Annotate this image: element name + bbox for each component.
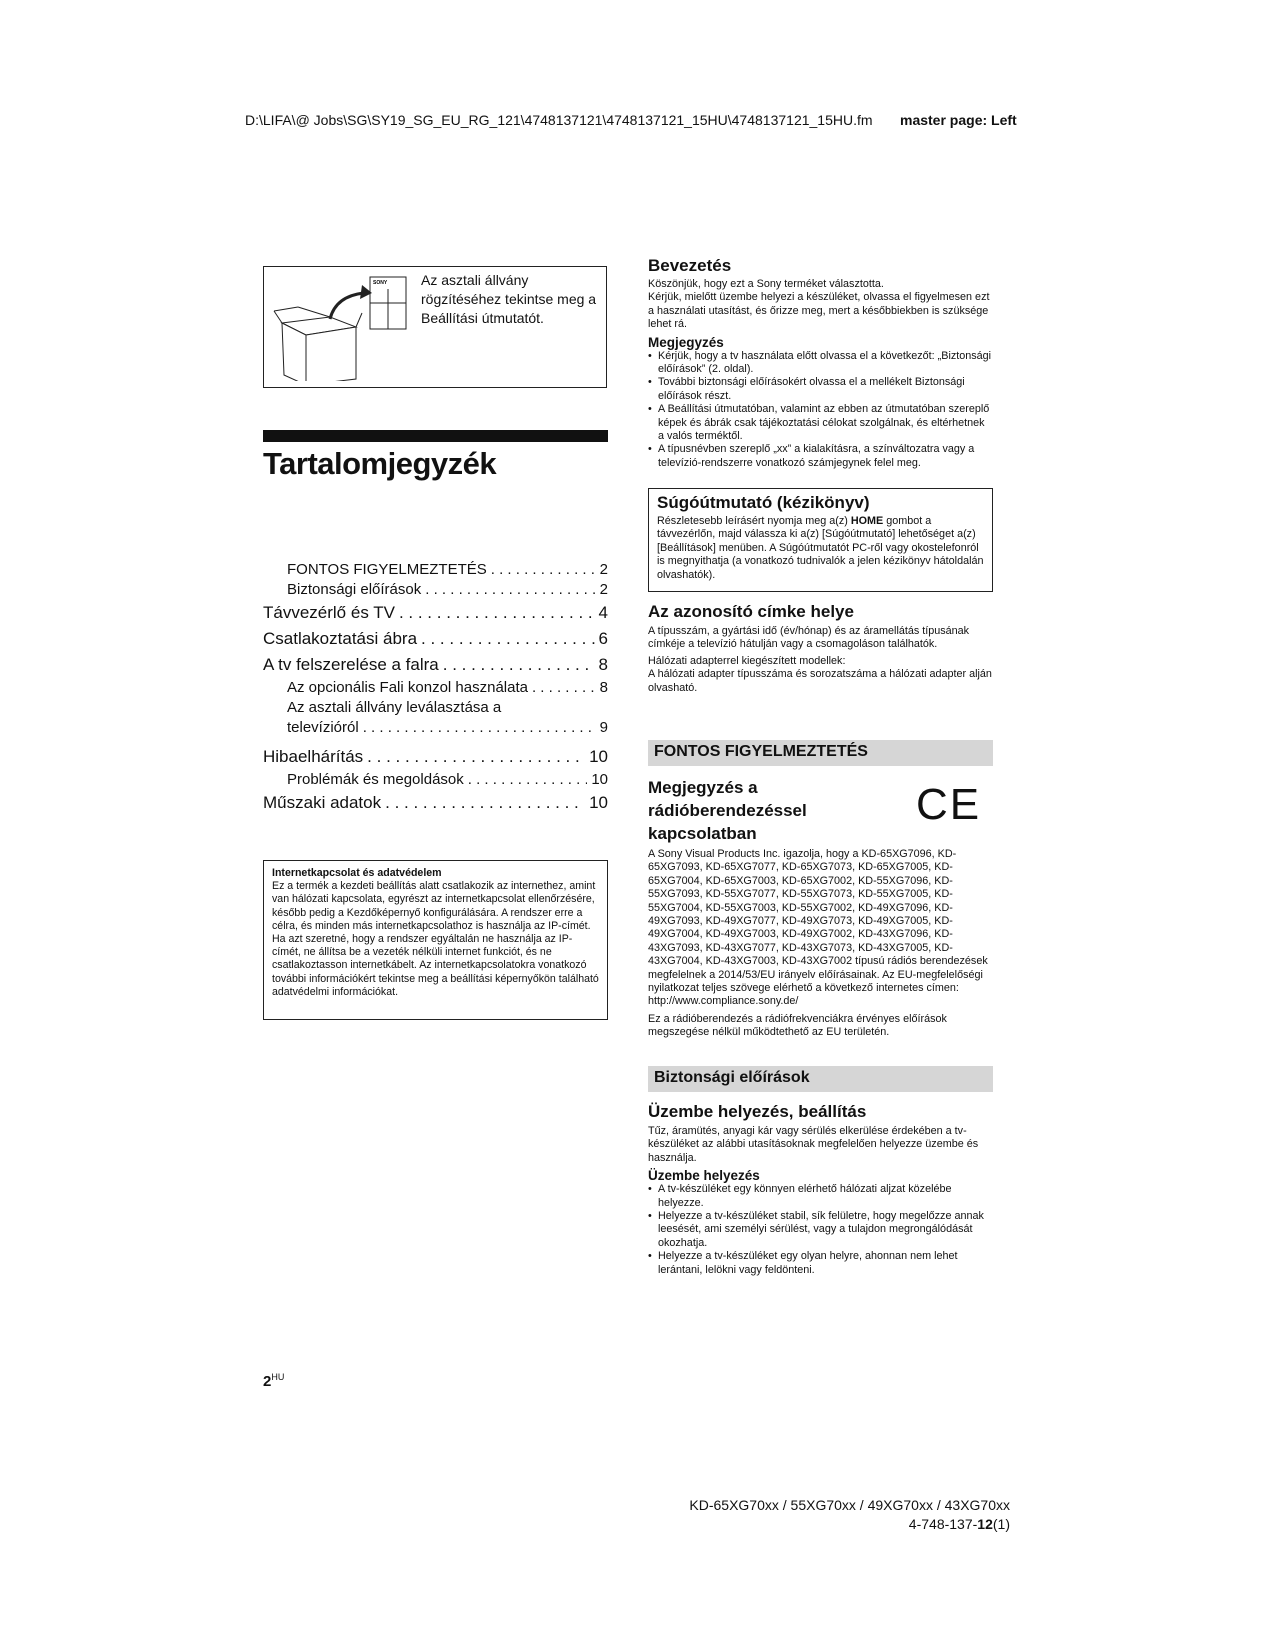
toc-title-bar xyxy=(263,430,608,442)
toc-entry[interactable]: Távvezérlő és TV . . . 4 xyxy=(263,600,608,626)
list-item: • A tv-készüléket egy könnyen elérhető hálózati aljzat közelébe helyezze. xyxy=(648,1183,993,1210)
list-item: • Kérjük, hogy a tv használata előtt olvassa el a következőt: „Biztonsági előírások” (2. oldal). xyxy=(648,350,993,377)
installation-list xyxy=(648,1183,993,1277)
intro-title: Bevezetés xyxy=(648,256,732,275)
note-title: Megjegyzés xyxy=(648,334,724,350)
label-location-paragraph: A típusszám, a gyártási idő (év/hónap) és az áramellátás típusának címkéje a televízió hátulján vagy a csomagoláson találhatók. xyxy=(648,625,970,651)
radio-equipment-section xyxy=(648,776,993,1040)
file-path-header: D:\LIFA\@ Jobs\SG\SY19_SG_EU_RG_121\4748137121\4748137121_15HU\4748137121_15HU.fm xyxy=(245,112,873,128)
stand-note-text: Az asztali állvány rögzítéséhez tekintse meg a Beállítási útmutatót. xyxy=(421,272,597,326)
list-item: • További biztonsági előírásokért olvassa el a mellékelt Biztonsági előírások részt. xyxy=(648,376,993,403)
radio-equipment-title: Megjegyzés a rádióberendezéssel kapcsolatban xyxy=(648,778,807,843)
label-location-paragraph: Hálózati adapterrel kiegészített modellek: xyxy=(648,654,846,667)
list-item: • A típusnévben szereplő „xx” a kialakításra, a színváltozatra vagy a televízió-rendszerre vonatkozó számjegynek felel meg. xyxy=(648,443,993,470)
note-list xyxy=(648,350,993,471)
intro-section xyxy=(648,256,993,470)
help-guide-box xyxy=(648,488,993,592)
installation-section xyxy=(648,1102,993,1277)
intro-paragraph: Kérjük, mielőtt üzembe helyezi a készüléket, olvassa el figyelmesen ezt a használati utasítást, és őrizze meg, mert a későbbiekben is szüksége lehet rá. xyxy=(648,291,990,331)
intro-paragraph: Köszönjük, hogy ezt a Sony terméket választotta. xyxy=(648,278,884,290)
label-location-section xyxy=(648,602,993,695)
installation-paragraph: Tűz, áramütés, anyagi kár vagy sérülés elkerülése érdekében a tv-készüléket az alábbi utasításoknak megfelelően helyezze üzembe és használja. xyxy=(648,1125,979,1164)
internet-privacy-text: Ez a termék a kezdeti beállítás alatt csatlakozik az internethez, amint van hálózati kapcsolata, egyrészt az internetkapcsolat ellenőrzésére, később pedig a Kezdőképernyő konfigurálására. A rendszer erre a célra, és minden más internetkapcsolathoz is használja az IP-címét. Ha azt szeretné, hogy a rendszer egyáltalán ne használja az IP-címét, ne állítsa be a vezeték nélküli internet funkciót, és ne csatlakoztasson internetkábelt. Az internetkapcsolatokra vonatkozó további információkért tekintse meg a beállítási képernyőkön található adatvédelmi információkat. xyxy=(272,880,599,998)
safety-bar: Biztonsági előírások xyxy=(648,1066,993,1092)
page-number: $2^{HU}$ xyxy=(263,1372,285,1390)
toc-entry[interactable]: Csatlakoztatási ábra . . . 6 xyxy=(263,626,608,652)
toc-entry[interactable]: Hibaelhárítás . . . 10 xyxy=(263,744,608,770)
toc-entry[interactable]: A tv felszerelése a falra . . . 8 xyxy=(263,652,608,678)
internet-privacy-title: Internetkapcsolat és adatvédelem xyxy=(272,867,442,879)
radio-equipment-paragraph: Ez a rádióberendezés a rádiófrekvenciákra érvényes előírások megszegése nélkül működtethető az EU területén. xyxy=(648,1012,947,1039)
stand-note-box xyxy=(263,266,607,388)
footer-code: 4-748-137-12(1) xyxy=(908,1516,1010,1532)
sony-logo: SONY xyxy=(373,280,388,286)
toc-entry[interactable]: FONTOS FIGYELMEZTETÉS . . . 2 xyxy=(263,560,608,580)
label-location-paragraph: A hálózati adapter típusszáma és sorozatszáma a hálózati adapter alján olvasható. xyxy=(648,668,992,694)
list-item: • Helyezze a tv-készüléket egy olyan helyre, ahonnan nem lehet lerántani, lelökni vagy feldönteni. xyxy=(648,1250,993,1277)
footer-models: KD-65XG70xx / 55XG70xx / 49XG70xx / 43XG70xx xyxy=(689,1497,1010,1513)
master-page-label: master page: Left xyxy=(900,112,1017,128)
toc-entry[interactable]: televízióról . . . 9 xyxy=(263,718,608,738)
important-warning-bar: FONTOS FIGYELMEZTETÉS xyxy=(648,740,993,766)
toc-title: Tartalomjegyzék xyxy=(263,446,497,481)
toc-entry-first-line[interactable]: Az asztali állvány leválasztása a xyxy=(287,699,502,716)
toc-entry[interactable]: Az opcionális Fali konzol használata . . . 8 xyxy=(263,678,608,698)
table-of-contents xyxy=(263,560,608,816)
ce-mark-icon: CE xyxy=(916,780,982,829)
list-item: • A Beállítási útmutatóban, valamint az ebben az útmutatóban szereplő képek és ábrák csak tájékoztatási célokat szolgálnak, és eltérhetnek a valós terméktől. xyxy=(648,403,993,443)
toc-entry[interactable]: Biztonsági előírások . . . 2 xyxy=(263,580,608,600)
tv-box-manual-illustration-icon xyxy=(270,273,410,381)
list-item: • Helyezze a tv-készüléket stabil, sík felületre, hogy megelőzze annak leesését, ami személyi sérülést, vagy a tulajdon megrongálódását okozhatja. xyxy=(648,1210,993,1250)
toc-entry[interactable]: Problémák és megoldások . . . 10 xyxy=(263,770,608,790)
radio-equipment-paragraph: A Sony Visual Products Inc. igazolja, hogy a KD-65XG7096, KD-65XG7093, KD-65XG7077, KD-65XG7073, KD-65XG7005, KD-65XG7004, KD-65XG7003, KD-65XG7002, KD-55XG7096, KD-55XG7093, KD-55XG7077, KD-55XG7073, KD-55XG7005, KD-55XG7004, KD-55XG7003, KD-55XG7002, KD-49XG7096, KD-49XG7093, KD-49XG7077, KD-49XG7073, KD-49XG7005, KD-49XG7004, KD-49XG7003, KD-49XG7002, KD-43XG7096, KD-43XG7093, KD-43XG7077, KD-43XG7073, KD-43XG7005, KD-43XG7004, KD-43XG7003, KD-43XG7002 típusú rádiós berendezések megfelelnek a 2014/53/EU irányelv előírásainak. Az EU-megfelelőségi nyilatkozat teljes szövege elérhető a következő internetes címen: http://www.compliance.sony.de/ xyxy=(648,848,988,1008)
internet-privacy-box xyxy=(263,860,608,1020)
help-guide-title: Súgóútmutató (kézikönyv) xyxy=(657,493,870,512)
toc-entry[interactable]: Műszaki adatok . . . 10 xyxy=(263,790,608,816)
label-location-title: Az azonosító címke helye xyxy=(648,602,854,621)
installation-subtitle: Üzembe helyezés xyxy=(648,1168,760,1184)
help-guide-text: Részletesebb leírásért nyomja meg a(z) HOME gombot a távvezérlőn, majd válassza ki a(z) [Súgóútmutató] lehetőséget a(z) [Beállítások] menüben. A Súgóútmutatót PC-ről vagy okostelefonról is megnyithatja (a vonatkozó tudnivalók a jelen kézikönyv hátoldalán olvashatók). xyxy=(657,515,984,581)
installation-title: Üzembe helyezés, beállítás xyxy=(648,1102,867,1121)
